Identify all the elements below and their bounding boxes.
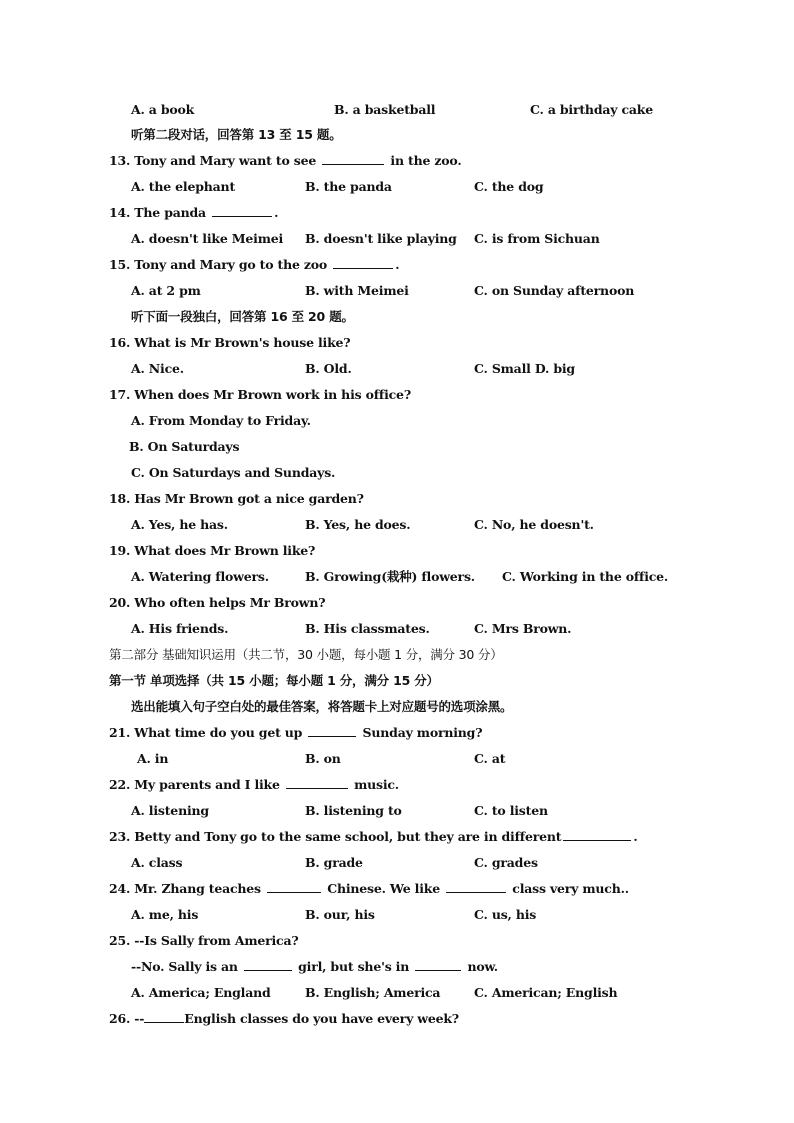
- q22-text: 22. My parents and I like: [109, 777, 280, 792]
- q25-text-mid: girl, but she's in: [298, 959, 410, 974]
- q23-option-b[interactable]: B. grade: [305, 855, 363, 870]
- q25-option-b[interactable]: B. English; America: [305, 985, 441, 1000]
- q14-stem: [109, 205, 278, 221]
- q12-option-b[interactable]: B. a basketball: [334, 102, 436, 117]
- instruction-text: 选出能填入句子空白处的最佳答案，将答题卡上对应题号的选项涂黑。: [131, 699, 513, 714]
- q14-blank[interactable]: [212, 205, 272, 217]
- q17-option-a[interactable]: A. From Monday to Friday.: [131, 413, 311, 428]
- q16-stem: 16. What is Mr Brown's house like?: [109, 335, 351, 350]
- q14-option-a[interactable]: A. doesn't like Meimei: [131, 231, 284, 246]
- q16-option-c[interactable]: C. Small D. big: [474, 361, 575, 376]
- q18-option-a[interactable]: A. Yes, he has.: [131, 517, 228, 532]
- q21-option-a[interactable]: A. in: [137, 751, 169, 766]
- q14-option-b[interactable]: B. doesn't like playing: [305, 231, 457, 246]
- section1-heading: 第一节 单项选择（共 15 小题；每小题 1 分，满分 15 分）: [109, 673, 439, 688]
- q18-stem: 18. Has Mr Brown got a nice garden?: [109, 491, 364, 506]
- q20-stem: 20. Who often helps Mr Brown?: [109, 595, 326, 610]
- q24-option-b[interactable]: B. our, his: [305, 907, 375, 922]
- q17-option-b[interactable]: B. On Saturdays: [129, 439, 240, 454]
- q15-option-c[interactable]: C. on Sunday afternoon: [474, 283, 635, 298]
- q15-text-end: .: [395, 257, 400, 272]
- q23-text: 23. Betty and Tony go to the same school, but they are in different: [109, 829, 562, 844]
- q25-blank-1[interactable]: [244, 959, 292, 971]
- q24-blank-1[interactable]: [267, 881, 321, 893]
- q22-stem: [109, 777, 399, 793]
- q25-stem: 25. --Is Sally from America?: [109, 933, 299, 948]
- q21-stem: [109, 725, 482, 741]
- q23-text-end: .: [633, 829, 638, 844]
- q13-stem: [109, 153, 461, 169]
- q16-option-a[interactable]: A. Nice.: [131, 361, 184, 376]
- q13-text-end: in the zoo.: [390, 153, 462, 168]
- q18-option-b[interactable]: B. Yes, he does.: [305, 517, 411, 532]
- q22-blank[interactable]: [286, 777, 348, 789]
- q23-stem: [109, 829, 637, 845]
- q25-blank-2[interactable]: [415, 959, 461, 971]
- q15-option-a[interactable]: A. at 2 pm: [131, 283, 201, 298]
- q24-option-c[interactable]: C. us, his: [474, 907, 537, 922]
- q25-stem-line2: [131, 959, 498, 975]
- q22-option-b[interactable]: B. listening to: [305, 803, 402, 818]
- q23-option-c[interactable]: C. grades: [474, 855, 538, 870]
- q17-stem: 17. When does Mr Brown work in his office?: [109, 387, 411, 402]
- q16-option-b[interactable]: B. Old.: [305, 361, 352, 376]
- q20-option-c[interactable]: C. Mrs Brown.: [474, 621, 572, 636]
- part2-heading: 第二部分 基础知识运用（共二节，30 小题，每小题 1 分，满分 30 分）: [109, 647, 503, 662]
- q22-text-end: music.: [354, 777, 399, 792]
- q22-option-c[interactable]: C. to listen: [474, 803, 548, 818]
- q14-option-c[interactable]: C. is from Sichuan: [474, 231, 600, 246]
- q15-stem: [109, 257, 399, 273]
- q26-text-end: English classes do you have every week?: [184, 1011, 459, 1026]
- q26-stem: [109, 1011, 459, 1027]
- q21-option-c[interactable]: C. at: [474, 751, 506, 766]
- q21-text-end: Sunday morning?: [362, 725, 483, 740]
- q15-option-b[interactable]: B. with Meimei: [305, 283, 409, 298]
- q21-option-b[interactable]: B. on: [305, 751, 341, 766]
- q19-option-c[interactable]: C. Working in the office.: [502, 569, 669, 584]
- q19-option-a[interactable]: A. Watering flowers.: [131, 569, 269, 584]
- q24-text: 24. Mr. Zhang teaches: [109, 881, 261, 896]
- q13-option-c[interactable]: C. the dog: [474, 179, 544, 194]
- q13-option-b[interactable]: B. the panda: [305, 179, 392, 194]
- q26-text: 26. --: [109, 1011, 145, 1026]
- q26-blank[interactable]: [144, 1011, 184, 1023]
- q19-stem: 19. What does Mr Brown like?: [109, 543, 316, 558]
- q12-option-a[interactable]: A. a book: [131, 102, 195, 117]
- q18-option-c[interactable]: C. No, he doesn't.: [474, 517, 594, 532]
- q25-text-end: now.: [467, 959, 498, 974]
- q13-blank[interactable]: [322, 153, 384, 165]
- q20-option-a[interactable]: A. His friends.: [131, 621, 229, 636]
- q14-text-end: .: [274, 205, 279, 220]
- q25-option-a[interactable]: A. America; England: [131, 985, 271, 1000]
- q24-text-mid: Chinese. We like: [327, 881, 440, 896]
- q22-option-a[interactable]: A. listening: [131, 803, 209, 818]
- q19-option-b[interactable]: B. Growing(栽种) flowers.: [305, 569, 475, 584]
- q20-option-b[interactable]: B. His classmates.: [305, 621, 430, 636]
- q24-stem: [109, 881, 629, 897]
- q13-option-a[interactable]: A. the elephant: [131, 179, 236, 194]
- q17-option-c[interactable]: C. On Saturdays and Sundays.: [131, 465, 336, 480]
- q24-blank-2[interactable]: [446, 881, 506, 893]
- q21-blank[interactable]: [308, 725, 356, 737]
- q25-option-c[interactable]: C. American; English: [474, 985, 618, 1000]
- q15-blank[interactable]: [333, 257, 393, 269]
- q21-text: 21. What time do you get up: [109, 725, 303, 740]
- q24-text-end: class very much..: [512, 881, 629, 896]
- q25-text: --No. Sally is an: [131, 959, 238, 974]
- q23-blank[interactable]: [563, 829, 631, 841]
- q14-text: 14. The panda: [109, 205, 206, 220]
- q13-text: 13. Tony and Mary want to see: [109, 153, 317, 168]
- q23-option-a[interactable]: A. class: [131, 855, 183, 870]
- q12-option-c[interactable]: C. a birthday cake: [530, 102, 653, 117]
- section-monologue-heading: 听下面一段独白，回答第 16 至 20 题。: [131, 309, 354, 324]
- q24-option-a[interactable]: A. me, his: [131, 907, 199, 922]
- section-dialog2-heading: 听第二段对话，回答第 13 至 15 题。: [131, 127, 342, 142]
- q15-text: 15. Tony and Mary go to the zoo: [109, 257, 328, 272]
